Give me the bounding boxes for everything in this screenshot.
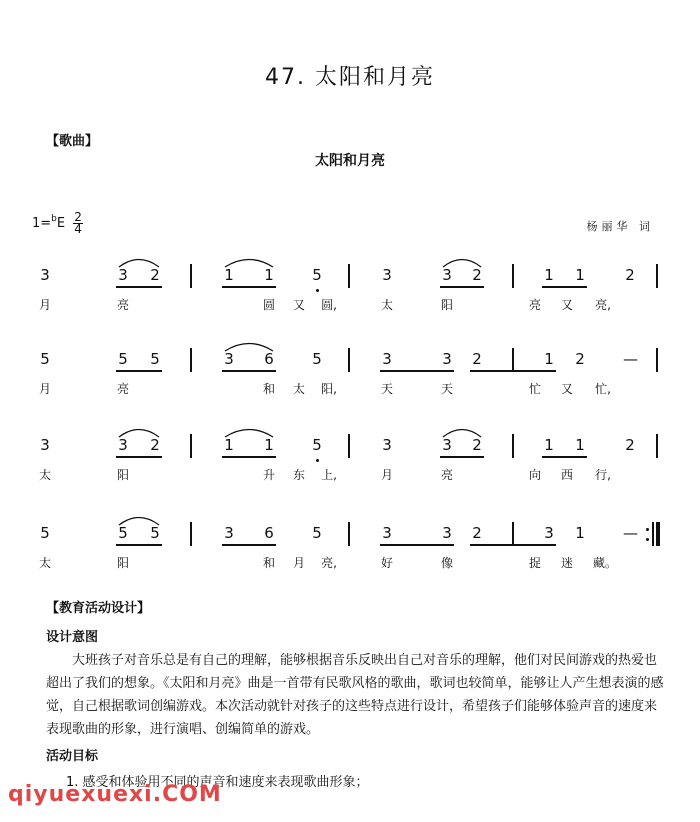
note: 2 [472, 350, 482, 368]
repeat-dot [646, 528, 649, 531]
barline [348, 522, 350, 546]
lyric: 圆 [262, 298, 275, 312]
lyric: 东 [292, 468, 305, 482]
goal-item-1: 1. 感受和体验用不同的声音和速度来表现歌曲形象； [66, 775, 369, 790]
lyric: 天 [440, 382, 453, 396]
note: 3 [442, 266, 452, 284]
slur-path [225, 260, 273, 268]
lyric: 迷 [560, 556, 573, 570]
beam-underline [116, 286, 162, 288]
lyric: 阳 [116, 468, 129, 482]
note: 3 [40, 266, 50, 284]
note: 1 [575, 524, 585, 542]
note: 1 [264, 436, 274, 454]
note: 1 [575, 436, 585, 454]
lyric: 和 [262, 382, 275, 396]
lyric: 又 [560, 298, 573, 312]
lyric: 升 [262, 468, 275, 482]
note: 2 [472, 436, 482, 454]
slur [118, 514, 160, 526]
lyric: 像 [440, 556, 453, 570]
beam-underline [116, 370, 162, 372]
slur-path [119, 430, 159, 438]
slur [442, 426, 482, 438]
note: 3 [40, 436, 50, 454]
page-title: 47. 太阳和月亮 [265, 65, 435, 90]
note: 3 [442, 524, 452, 542]
note: 3 [442, 350, 452, 368]
note: 5 [150, 350, 160, 368]
note: 1 [264, 266, 274, 284]
note: 1 [224, 266, 234, 284]
note: 3 [118, 266, 128, 284]
beam-underline [116, 544, 162, 546]
note: 5 [118, 350, 128, 368]
note: — [623, 350, 638, 368]
note: 1 [544, 436, 554, 454]
note: 5 [312, 266, 322, 284]
beam-underline [222, 544, 276, 546]
lyric: 圆, [321, 298, 337, 312]
note: 6 [264, 524, 274, 542]
note: 3 [224, 350, 234, 368]
note: 3 [442, 436, 452, 454]
barline [348, 264, 350, 288]
site-watermark: qiyuexuexi.COM [8, 782, 222, 807]
note: 5 [312, 436, 322, 454]
key-flat: b [51, 214, 57, 224]
repeat-dot [646, 538, 649, 541]
slur [224, 340, 274, 352]
note: 3 [118, 436, 128, 454]
slur [118, 256, 160, 268]
note: 2 [150, 436, 160, 454]
barline [512, 264, 514, 288]
lyric: 上, [321, 468, 337, 482]
barline [190, 348, 192, 372]
note: 2 [575, 350, 585, 368]
beam-underline [470, 370, 556, 372]
note: 2 [625, 436, 635, 454]
lyric: 太 [292, 382, 305, 396]
barline [348, 348, 350, 372]
lyric: 太 [38, 468, 51, 482]
lyric: 好 [380, 556, 393, 570]
slur-path [443, 260, 481, 268]
design-intent-heading: 设计意图 [46, 630, 99, 645]
lyric: 忙 [528, 382, 541, 396]
beam-underline [440, 286, 484, 288]
lyric: 和 [262, 556, 275, 570]
beam-underline [222, 370, 276, 372]
note: 5 [312, 524, 322, 542]
beam-underline [470, 544, 556, 546]
slur [442, 256, 482, 268]
goals-heading: 活动目标 [46, 749, 99, 764]
note: 2 [472, 266, 482, 284]
slur-path [225, 344, 273, 352]
key-prefix: 1= [32, 216, 52, 231]
lower-octave-dot [316, 459, 319, 462]
barline [652, 522, 654, 546]
beam-underline [222, 286, 276, 288]
barline [656, 264, 658, 288]
lyric: 藏。 [593, 556, 618, 570]
lyric: 又 [292, 298, 305, 312]
note: 1 [544, 266, 554, 284]
lyric: 亮 [116, 382, 129, 396]
barline-thick [656, 522, 660, 546]
slur [224, 256, 274, 268]
note: 3 [382, 436, 392, 454]
beam-underline [542, 456, 587, 458]
note: 2 [472, 524, 482, 542]
lyric: 阳, [321, 382, 337, 396]
note: 5 [312, 350, 322, 368]
note: — [623, 524, 638, 542]
lyric: 太 [380, 298, 393, 312]
note: 2 [150, 266, 160, 284]
note: 6 [264, 350, 274, 368]
slur-path [119, 518, 159, 526]
lyric: 亮 [116, 298, 129, 312]
lyric: 月 [38, 382, 51, 396]
design-intent-paragraph: 大班孩子对音乐总是有自己的理解，能够根据音乐反映出自己对音乐的理解，他们对民间游戏的热爱也超出了我们的想象。《太阳和月亮》曲是一首带有民歌风格的歌曲，歌词也较简单，能够让人产生想表演的感觉，自己根据歌词创编游戏。本次活动就针对孩子的这些特点进行设计，希望孩子们能够体验声音的速度来表现歌曲的形象，进行演唱、创编简单的游戏。 [46, 653, 664, 737]
lyric: 西 [560, 468, 573, 482]
note: 5 [40, 524, 50, 542]
beam-underline [380, 370, 454, 372]
slur-path [119, 260, 159, 268]
lyric: 月 [38, 298, 51, 312]
slur-path [443, 430, 481, 438]
barline [190, 434, 192, 458]
note: 3 [382, 524, 392, 542]
lyric: 亮 [528, 298, 541, 312]
beam-underline [116, 456, 162, 458]
lyric: 月 [380, 468, 393, 482]
barline [656, 434, 658, 458]
slur [118, 426, 160, 438]
beam-underline [440, 456, 484, 458]
lyric: 亮, [595, 298, 611, 312]
barline [512, 434, 514, 458]
section-design-label: 【教育活动设计】 [46, 601, 151, 616]
lyric: 捉 [528, 556, 541, 570]
beam-underline [542, 286, 587, 288]
lower-octave-dot [316, 289, 319, 292]
note: 3 [382, 266, 392, 284]
beam-underline [380, 544, 454, 546]
section-song-label: 【歌曲】 [46, 134, 99, 149]
lyric: 天 [380, 382, 393, 396]
key-signature [32, 212, 83, 235]
lyric: 太 [38, 556, 51, 570]
lyric: 阳 [440, 298, 453, 312]
key-note: E [56, 216, 66, 231]
note: 1 [575, 266, 585, 284]
time-bottom: 4 [74, 222, 82, 236]
note: 3 [382, 350, 392, 368]
time-signature [73, 212, 83, 235]
lyric: 忙, [595, 382, 611, 396]
lyricist-credit: 杨丽华 词 [586, 220, 654, 233]
barline [656, 348, 658, 372]
lyric: 月 [292, 556, 305, 570]
barline [190, 522, 192, 546]
lyric: 亮, [321, 556, 337, 570]
barline [190, 264, 192, 288]
barline [512, 348, 514, 372]
slur [224, 426, 274, 438]
slur-path [225, 430, 273, 438]
note: 5 [150, 524, 160, 542]
note: 1 [224, 436, 234, 454]
lyric: 阳 [116, 556, 129, 570]
note: 5 [40, 350, 50, 368]
note: 2 [625, 266, 635, 284]
barline [348, 434, 350, 458]
lyric: 又 [560, 382, 573, 396]
note: 5 [118, 524, 128, 542]
note: 3 [224, 524, 234, 542]
song-title: 太阳和月亮 [315, 153, 385, 169]
beam-underline [222, 456, 276, 458]
barline [512, 522, 514, 546]
lyric: 亮 [440, 468, 453, 482]
lyric: 行, [595, 468, 611, 482]
note: 3 [544, 524, 554, 542]
note: 1 [544, 350, 554, 368]
lyric: 向 [528, 468, 541, 482]
time-top: 2 [74, 210, 82, 224]
